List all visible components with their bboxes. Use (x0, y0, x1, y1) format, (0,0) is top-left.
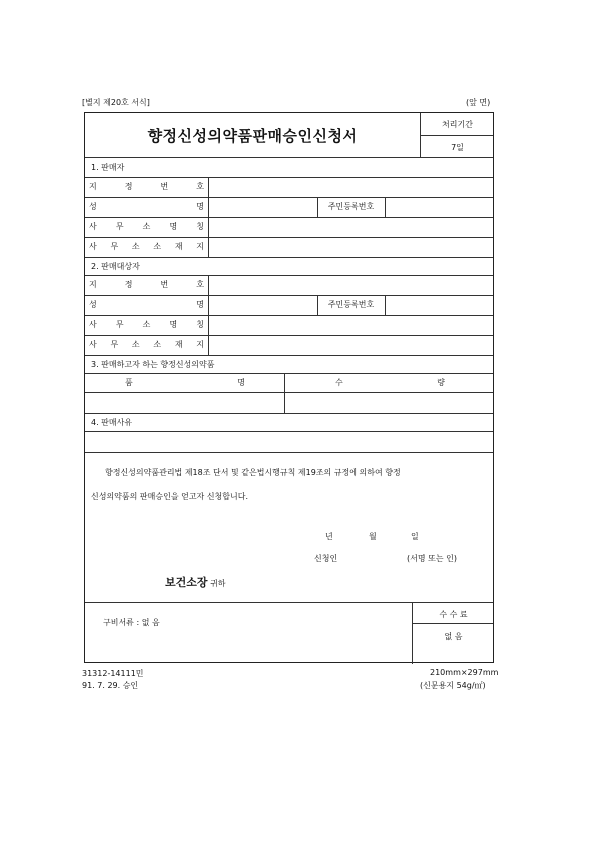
s1-resident-number-label: 주민등록번호 (327, 202, 375, 211)
s2-designation-label: 지 정 번 호 (89, 280, 204, 289)
form-number: [별지 제20호 서식] (82, 98, 150, 107)
paper-size: 210mm×297mm (430, 668, 499, 677)
s2-name-label: 성 명 (89, 300, 204, 309)
s2-office-name-label: 사 무 소 명 칭 (89, 320, 204, 329)
col-qty-header: 수 량 (335, 378, 445, 387)
statement-line2: 신성의약품의 판매승인을 얻고자 신청합니다. (91, 492, 249, 501)
required-documents: 구비서류 : 없 음 (103, 618, 160, 627)
page-side: (앞 면) (466, 98, 491, 107)
signature-label: (서명 또는 인) (407, 554, 457, 563)
fee-label: 수 수 료 (439, 610, 468, 619)
form-frame (84, 112, 494, 663)
section-seller-heading: 1. 판매자 (91, 163, 125, 172)
section-reason-heading: 4. 판매사유 (91, 418, 133, 427)
fee-value: 없 음 (444, 632, 463, 641)
s1-office-address-label: 사 무 소 소 재 지 (89, 242, 204, 251)
date-day: 일 (411, 532, 419, 541)
applicant-label: 신청인 (314, 554, 338, 563)
statement-line1: 향정신성의약품관리법 제18조 단서 및 같은법시행규칙 제19조의 규정에 의하여 향정 (105, 468, 401, 477)
s1-name-label: 성 명 (89, 202, 204, 211)
s1-designation-label: 지 정 번 호 (89, 182, 204, 191)
processing-value: 7일 (451, 143, 464, 152)
section-buyer-heading: 2. 판매대상자 (91, 262, 140, 271)
date-year: 년 (325, 532, 333, 541)
form-title: 향정신성의약품판매승인신청서 (147, 127, 358, 145)
date-month: 월 (369, 532, 377, 541)
approval-date: 91. 7. 29. 승인 (82, 681, 139, 690)
s1-office-name-label: 사 무 소 명 칭 (89, 222, 204, 231)
s2-office-address-label: 사 무 소 소 재 지 (89, 340, 204, 349)
processing-label: 처리기간 (442, 120, 473, 129)
s2-resident-number-label: 주민등록번호 (327, 300, 375, 309)
col-item-header: 품 명 (125, 378, 245, 387)
recipient: 보건소장 귀하 (165, 576, 226, 589)
section-drug-heading: 3. 판매하고자 하는 향정신성의약품 (91, 360, 215, 369)
form-code: 31312-14111민 (82, 669, 144, 678)
paper-type: (신문용지 54g/㎡) (420, 681, 486, 690)
